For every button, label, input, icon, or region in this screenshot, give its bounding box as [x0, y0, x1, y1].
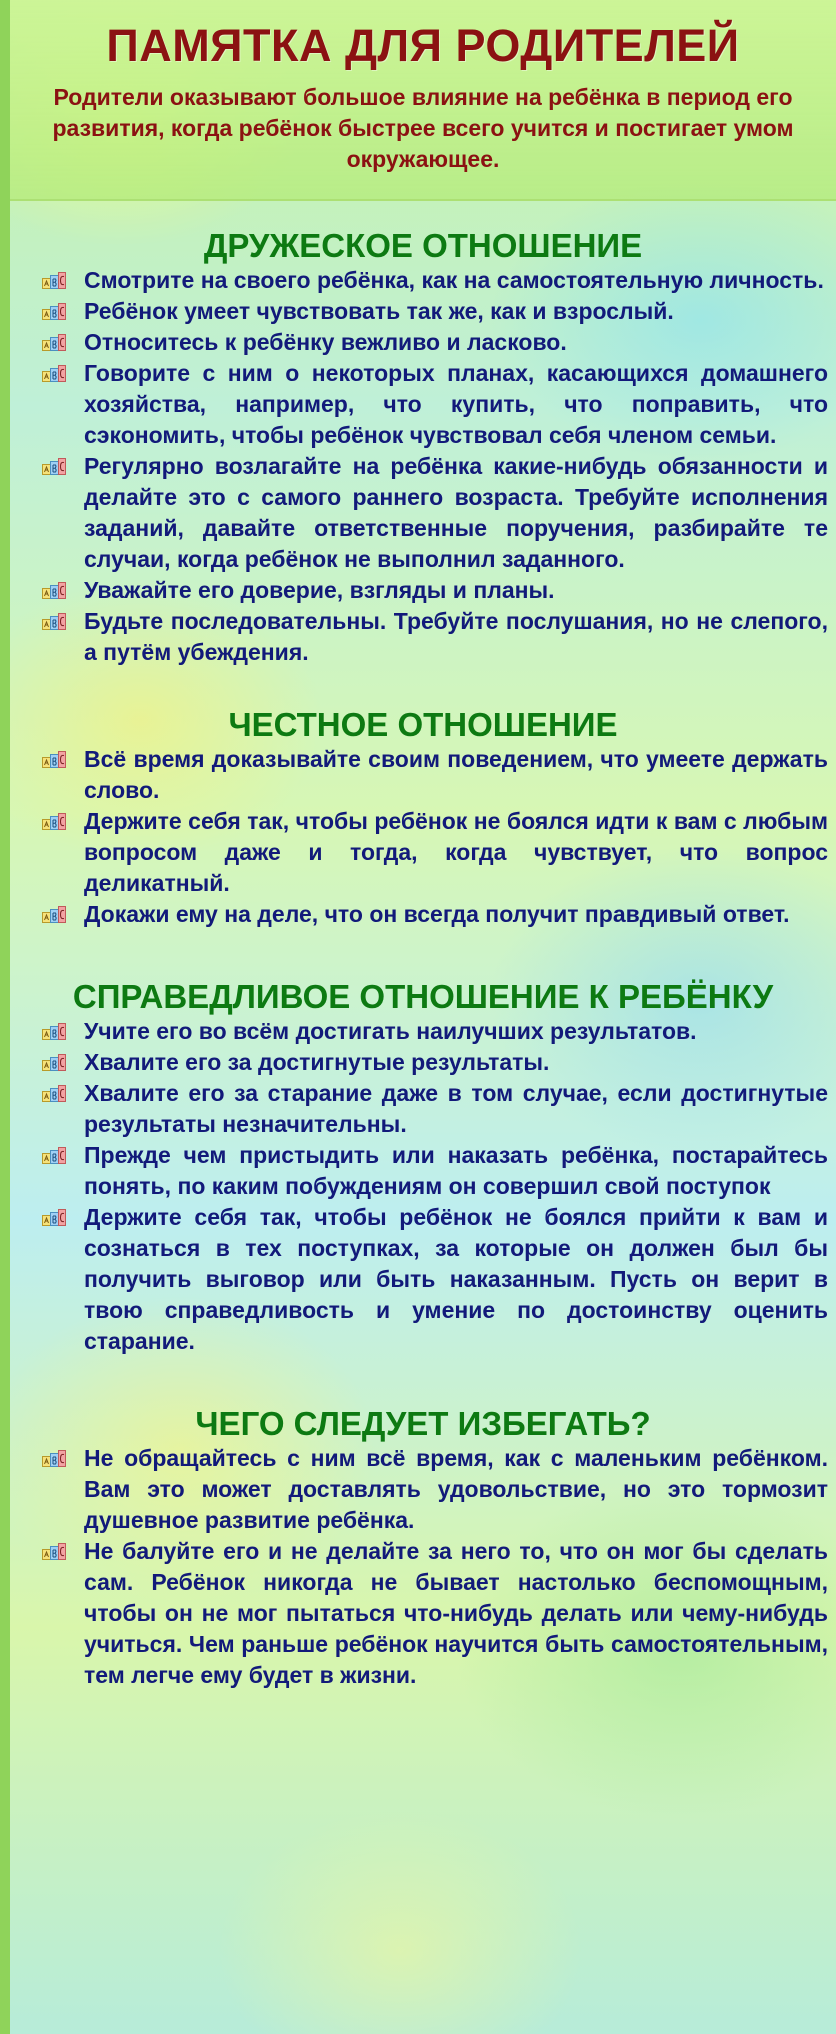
- list-item: Не обращайтесь с ним всё время, как с маленьким ребёнком. Вам это может доставлять удовольствие, но это тормозит душевное развитие ребёнка.: [40, 1443, 828, 1536]
- abc-blocks-icon: [42, 813, 66, 830]
- header: [10, 0, 836, 201]
- list-item: Держите себя так, чтобы ребёнок не боялся идти к вам с любым вопросом даже и тогда, когда чувствует, что вопрос деликатный.: [40, 806, 828, 899]
- abc-blocks-icon: [42, 582, 66, 599]
- tips-list: [10, 1016, 836, 1357]
- list-item: Относитесь к ребёнку вежливо и ласково.: [40, 327, 828, 358]
- list-item: Смотрите на своего ребёнка, как на самостоятельную личность.: [40, 265, 828, 296]
- list-item: Держите себя так, чтобы ребёнок не боялся прийти к вам и сознаться в тех поступках, за которые он должен был бы получить выговор или быть наказанным. Пусть он верит в твою справедливость и умение по достоинству оценить старание.: [40, 1202, 828, 1357]
- abc-blocks-icon: [42, 303, 66, 320]
- abc-blocks-icon: [42, 1450, 66, 1467]
- list-item: Хвалите его за достигнутые результаты.: [40, 1047, 828, 1078]
- page-title: ПАМЯТКА ДЛЯ РОДИТЕЛЕЙ: [106, 20, 740, 71]
- abc-blocks-icon: [42, 1023, 66, 1040]
- section-title: СПРАВЕДЛИВОЕ ОТНОШЕНИЕ К РЕБЁНКУ: [72, 978, 774, 1015]
- list-item: Всё время доказывайте своим поведением, что умеете держать слово.: [40, 744, 828, 806]
- section-avoid: [10, 1405, 836, 1691]
- abc-blocks-icon: [42, 334, 66, 351]
- section-friendly: [10, 227, 836, 668]
- list-item: Хвалите его за старание даже в том случае, если достигнутые результаты незначительны.: [40, 1078, 828, 1140]
- abc-blocks-icon: [42, 365, 66, 382]
- tips-list: [10, 744, 836, 930]
- section-fair: [10, 978, 836, 1357]
- abc-blocks-icon: [42, 1209, 66, 1226]
- abc-blocks-icon: [42, 1085, 66, 1102]
- list-item: Учите его во всём достигать наилучших результатов.: [40, 1016, 828, 1047]
- abc-blocks-icon: [42, 906, 66, 923]
- list-item: Уважайте его доверие, взгляды и планы.: [40, 575, 828, 606]
- abc-blocks-icon: [42, 458, 66, 475]
- tips-list: [10, 265, 836, 668]
- intro-text: Родители оказывают большое влияние на ребёнка в период его развития, когда ребёнок быстрее всего учится и постигает умом окружающее.: [52, 84, 794, 172]
- abc-blocks-icon: [42, 1147, 66, 1164]
- list-item: Говорите с ним о некоторых планах, касающихся домашнего хозяйства, например, что купить, что поправить, что сэкономить, чтобы ребёнок чувствовал себя членом семьи.: [40, 358, 828, 451]
- abc-blocks-icon: [42, 272, 66, 289]
- section-title: ЧЕСТНОЕ ОТНОШЕНИЕ: [228, 706, 618, 743]
- abc-blocks-icon: [42, 613, 66, 630]
- list-item: Ребёнок умеет чувствовать так же, как и взрослый.: [40, 296, 828, 327]
- section-title: ЧЕГО СЛЕДУЕТ ИЗБЕГАТЬ?: [195, 1405, 651, 1442]
- abc-blocks-icon: [42, 1543, 66, 1560]
- tips-list: [10, 1443, 836, 1691]
- list-item: Не балуйте его и не делайте за него то, что он мог бы сделать сам. Ребёнок никогда не бывает настолько беспомощным, чтобы он не мог пытаться что-нибудь делать или чему-нибудь учиться. Чем раньше ребёнок научится быть самостоятельным, тем легче ему будет в жизни.: [40, 1536, 828, 1691]
- section-honest: [10, 706, 836, 930]
- list-item: Прежде чем пристыдить или наказать ребёнка, постарайтесь понять, по каким побуждениям он совершил свой поступок: [40, 1140, 828, 1202]
- abc-blocks-icon: [42, 751, 66, 768]
- list-item: Докажи ему на деле, что он всегда получит правдивый ответ.: [40, 899, 828, 930]
- section-title: ДРУЖЕСКОЕ ОТНОШЕНИЕ: [203, 227, 643, 264]
- list-item: Будьте последовательны. Требуйте послушания, но не слепого, а путём убеждения.: [40, 606, 828, 668]
- list-item: Регулярно возлагайте на ребёнка какие-нибудь обязанности и делайте это с самого раннего возраста. Требуйте исполнения заданий, давайте ответственные поручения, разбирайте те случаи, когда ребёнок не выполнил заданного.: [40, 451, 828, 575]
- abc-blocks-icon: [42, 1054, 66, 1071]
